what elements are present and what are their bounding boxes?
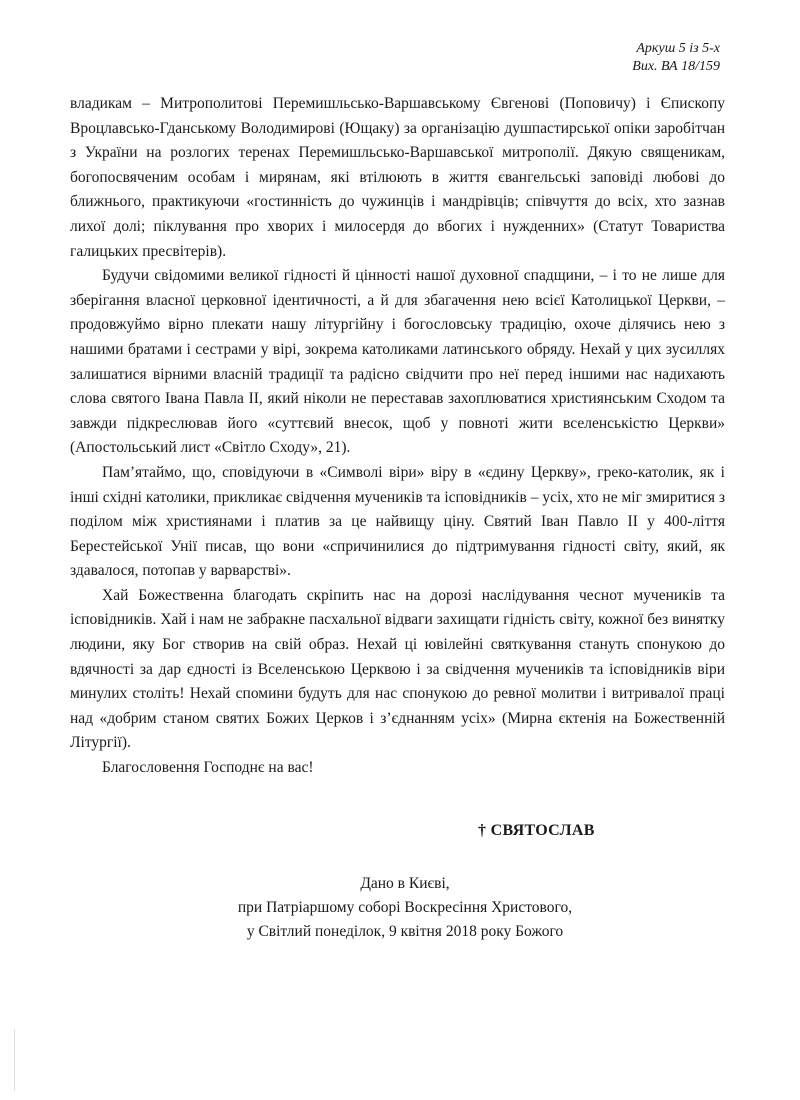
scan-edge-mark xyxy=(14,1030,15,1090)
given-date: у Світлий понеділок, 9 квітня 2018 року Божого xyxy=(246,923,564,940)
paragraph-continuation: владикам – Митрополитові Перемишльсько-Варшавському Євгенові (Поповичу) і Єпископу Вроцлавсько-Гданському Володимирові (Ющаку) за організацію душпастирської опіки заробітчан з України на розлогих теренах Перемишльсько-Варшавської митрополії. Дякую священикам, богопосвяченим особам і мирянам, які втілюють в життя євангельські заповіді любові до ближнього, практикуючи «гостинність до чужинців і мандрівців; співчуття до всіх, хто зазнав лихої долі; піклування про хворих і милосердя до вбогих і нужденних» (Статут Товариства галицьких пресвітерів). xyxy=(70,95,725,260)
paragraph-grace: Хай Божественна благодать скріпить нас на дорозі наслідування чеснот мучеників та ісповідників. Хай і нам не забракне пасхальної відваги захищати гідність світу, кожної без винятку людини, яку Бог створив на свій образ. Нехай ці ювілейні святкування стануть спонукою до вдячності за дар єдності із Вселенською Церквою і за свідчення мучеників та ісповідників віри минулих століть! Нехай спомини будуть для нас спонукою до ревної молитви і витривалої праці над «добрим станом святих Божих Церков і з’єднанням усіх» (Мирна єктенія на Божественній Літургії). xyxy=(70,586,725,752)
given-block xyxy=(195,872,615,944)
outgoing-number: Вих. ВА 18/159 xyxy=(632,59,720,74)
paragraph-martyrs: Пам’ятаймо, що, сповідуючи в «Символі віри» віру в «єдину Церкву», греко-католик, як і інші східні католики, прикликає свідчення мучеників та ісповідників – усіх, хто не міг змиритися з поділом між християнами і платив за це найвищу ціну. Святий Іван Павло II у 400-ліття Берестейської Унії писав, що вони «спричинилися до підтримування гідності світу, який, як здавалося, потопав у варварстві». xyxy=(70,463,725,580)
signature: † СВЯТОСЛАВ xyxy=(478,822,595,839)
letter-body xyxy=(70,92,725,781)
sheet-number: Аркуш 5 із 5-х xyxy=(636,41,720,56)
paragraph-blessing: Благословення Господнє на вас! xyxy=(102,759,314,777)
paragraph-heritage: Будучи свідомими великої гідності й цінності нашої духовної спадщини, – і то не лише для зберігання власної церковної ідентичності, а й для збагачення нею всієї Католицької Церкви, – продовжуймо вірно плекати нашу літургійну і богословську традицію, охоче ділячись нею з нашими братами і сестрами у вірі, зокрема католиками латинського обряду. Нехай у цих зусиллях залишатися вірними власній традиції та радісно свідчити про неї перед іншими нас надихають слова святого Івана Павла II, який ніколи не переставав захоплюватися християнським Сходом та завжди підкреслював його «суттєвий внесок, щоб у повноті жити вселенськістю Церкви» (Апостольський лист «Світло Сходу», 21). xyxy=(70,267,725,457)
given-location: при Патріаршому соборі Воскресіння Христового, xyxy=(237,899,573,916)
document-reference xyxy=(632,40,720,76)
given-place: Дано в Києві, xyxy=(360,875,450,892)
